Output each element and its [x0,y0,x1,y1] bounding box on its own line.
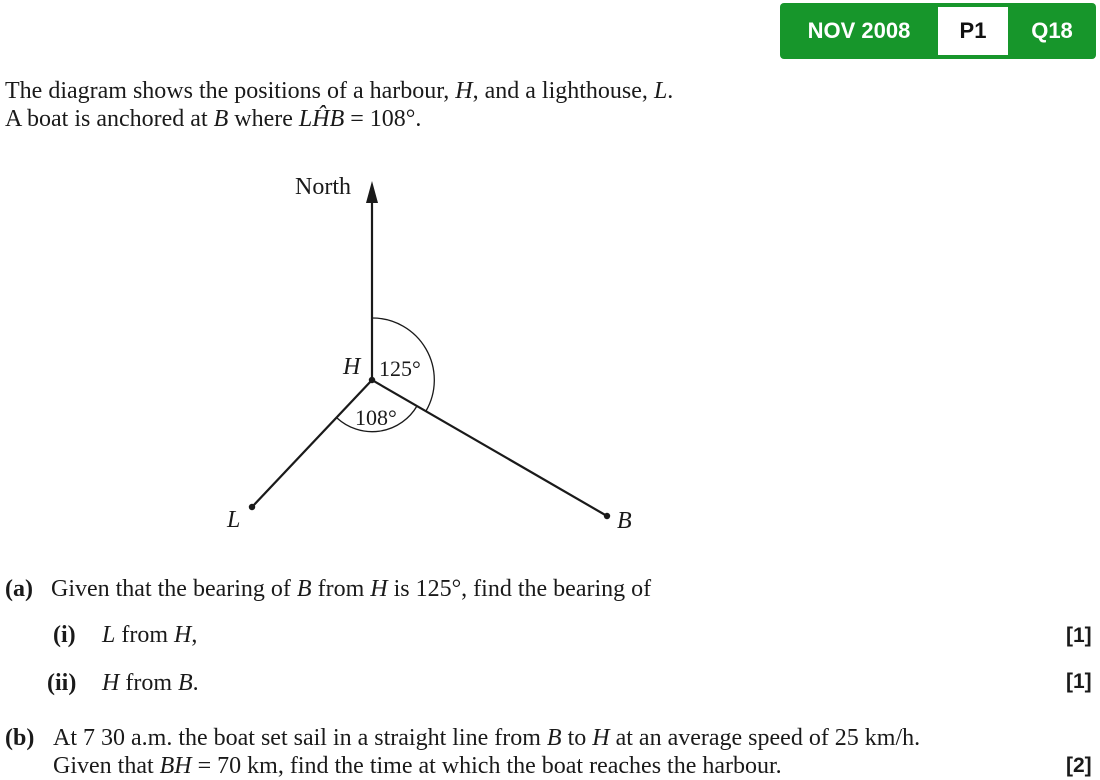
l-label: L [227,507,241,533]
north-label: North [295,174,351,200]
part-a-ii-text: H from B. [102,670,199,696]
north-arrowhead [366,181,378,203]
line-h-to-l [252,380,372,507]
h-label: H [343,354,361,380]
bearing-angle-label: 125° [379,356,421,381]
point-l [249,504,255,510]
session-label: NOV 2008 [807,18,911,43]
b-label: B [617,508,632,534]
question-number: Q18 [1031,18,1073,43]
part-b-line-2: Given that BH = 70 km, find the time at which the boat reaches the harbour. [53,753,782,779]
part-a-i-mark: [1] [1066,624,1092,647]
part-a-i-text: L from H, [102,622,198,648]
part-a-i: (i) [53,622,76,648]
part-a-question: (a) Given that the bearing of B from H is 125°, find the bearing of [5,576,652,602]
intro-line-2: A boat is anchored at B where LĤB = 108°. [5,106,422,132]
line-h-to-b [372,380,607,516]
part-b-line-1: At 7 30 a.m. the boat set sail in a straight line from B to H at an average speed of 25 km/h. [53,725,921,751]
interior-angle-label: 108° [355,405,397,430]
part-a-ii-mark: [1] [1066,670,1092,693]
part-a-ii: (ii) [47,670,77,696]
point-b [604,513,610,519]
part-b-mark: [2] [1066,754,1092,777]
part-b-label: (b) [5,725,35,751]
point-h [369,377,375,383]
intro-line-1: The diagram shows the positions of a harbour, H, and a lighthouse, L. [5,78,674,104]
paper-label: P1 [938,7,1008,55]
